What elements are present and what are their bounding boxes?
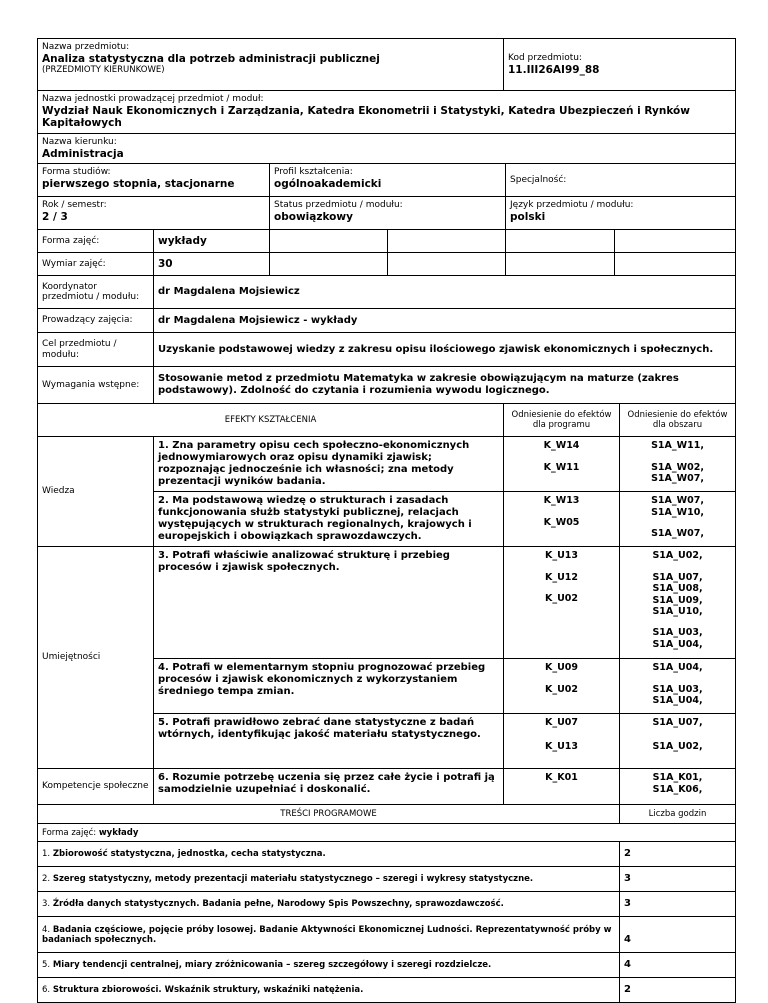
row-hours: 3 <box>620 892 736 917</box>
syllabus-page <box>37 38 735 1003</box>
code: S1A_U09, <box>652 594 703 606</box>
content-form-value: wykłady <box>98 827 139 838</box>
outcome-3: 3. Potrafi właściwie analizować strukturę i przebieg procesów i zjawisk społecznych. <box>154 547 504 659</box>
profile-value: ogólnoakademicki <box>274 178 382 191</box>
code: S1A_U08, <box>652 583 703 595</box>
outcome-2-area <box>620 492 736 547</box>
content-row <box>38 867 620 892</box>
code: K_U02 <box>544 593 579 605</box>
code: K_U13 <box>544 740 579 752</box>
outcome-4-program <box>504 659 620 714</box>
outcomes-col-program: Odniesienie do efektów dla programu <box>504 404 620 437</box>
outcome-6-program <box>504 769 620 805</box>
skills-label: Umiejętności <box>38 547 154 769</box>
content-header: TREŚCI PROGRAMOWE <box>38 805 620 824</box>
content-table <box>37 804 736 1003</box>
outcome-4-area <box>620 659 736 714</box>
code: S1A_U03, <box>652 683 703 695</box>
code: S1A_W02, <box>651 461 704 473</box>
study-form-cell <box>38 164 270 197</box>
empty-cell <box>506 230 615 253</box>
outcome-3-area <box>620 547 736 659</box>
row-number: 5. <box>42 960 51 971</box>
requirements-value: Stosowanie metod z przedmiotu Matematyka w zakresie obowiązującym na maturze (zakres podstawowy). Zdolność do czytania i rozumienia wywodu logicznego. <box>154 367 736 404</box>
outcomes-col-area: Odniesienie do efektów dla obszaru <box>620 404 736 437</box>
empty-cell <box>388 230 506 253</box>
unit-value: Wydział Nauk Ekonomicznych i Zarządzania, Katedra Ekonometrii i Statystyki, Katedra Ubezpieczeń i Rynków Kapitałowych <box>42 104 690 130</box>
year-label: Rok / semestr: <box>42 200 107 211</box>
row-text: Źródła danych statystycznych. Badania pełne, Narodowy Spis Powszechny, sprawozdawczość. <box>52 899 504 910</box>
specialty-label: Specjalność: <box>510 174 567 185</box>
code: S1A_U02, <box>652 550 703 562</box>
row-hours: 2 <box>620 978 736 1003</box>
course-details-table <box>37 275 736 404</box>
code: S1A_W10, <box>651 506 704 518</box>
code: K_K01 <box>545 772 578 784</box>
row-hours: 4 <box>620 917 736 953</box>
year-value: 2 / 3 <box>42 211 68 224</box>
course-name-cell <box>38 39 504 91</box>
status-label: Status przedmiotu / modułu: <box>274 200 403 211</box>
content-row <box>38 842 620 867</box>
code: K_U09 <box>544 662 579 674</box>
lecturer-value: dr Magdalena Mojsiewicz - wykłady <box>154 309 736 333</box>
row-number: 3. <box>42 899 51 910</box>
unit-label: Nazwa jednostki prowadzącej przedmiot / moduł: <box>42 94 264 104</box>
code: S1A_W07, <box>651 495 704 507</box>
field-label: Nazwa kierunku: <box>42 136 117 147</box>
code: S1A_W07, <box>651 528 704 540</box>
code: K_U12 <box>544 571 579 583</box>
empty-cell <box>615 253 736 276</box>
code: S1A_U04, <box>652 695 703 707</box>
row-number: 2. <box>42 874 51 885</box>
code: S1A_U10, <box>652 605 703 617</box>
code: S1A_K06, <box>652 783 703 795</box>
course-code: 11.III26AI99_88 <box>508 63 600 76</box>
code: S1A_U04, <box>652 662 703 674</box>
class-form-value: wykłady <box>154 230 270 253</box>
profile-label: Profil kształcenia: <box>274 167 353 178</box>
language-value: polski <box>510 211 546 224</box>
info-table <box>37 163 736 276</box>
outcome-6: 6. Rozumie potrzebę uczenia się przez całe życie i potrafi ją samodzielnie uzupełniać i doskonalić. <box>154 769 504 805</box>
header-table <box>37 38 736 164</box>
empty-cell <box>506 253 615 276</box>
outcome-3-program <box>504 547 620 659</box>
code: S1A_U02, <box>652 740 703 752</box>
study-form-value: pierwszego stopnia, stacjonarne <box>42 178 235 191</box>
outcome-5: 5. Potrafi prawidłowo zebrać dane statystyczne z badań wtórnych, identyfikując jakość materiału statystycznego. <box>154 714 504 769</box>
code: S1A_U07, <box>652 717 703 729</box>
profile-cell <box>270 164 506 197</box>
outcome-5-program <box>504 714 620 769</box>
goal-value: Uzyskanie podstawowej wiedzy z zakresu opisu ilościowego zjawisk ekonomicznych i społecznych. <box>154 333 736 367</box>
content-row <box>38 892 620 917</box>
code: S1A_U04, <box>652 638 703 650</box>
goal-label: Cel przedmiotu / modułu: <box>38 333 154 367</box>
class-form-label: Forma zajęć: <box>38 230 154 253</box>
row-text: Szereg statystyczny, metody prezentacji materiału statystycznego – szeregi i wykresy statystyczne. <box>52 874 534 885</box>
outcome-6-area <box>620 769 736 805</box>
status-cell <box>270 197 506 230</box>
content-row <box>38 953 620 978</box>
code: S1A_U07, <box>652 571 703 583</box>
empty-cell <box>615 230 736 253</box>
course-name: Analiza statystyczna dla potrzeb administracji publicznej <box>42 52 380 65</box>
study-form-label: Forma studiów: <box>42 167 111 178</box>
code: K_U07 <box>544 717 579 729</box>
outcomes-table <box>37 403 736 805</box>
code: S1A_K01, <box>652 772 703 784</box>
coordinator-value: dr Magdalena Mojsiewicz <box>154 276 736 309</box>
code: S1A_U03, <box>652 627 703 639</box>
content-form-label: Forma zajęć: <box>42 827 97 838</box>
status-value: obowiązkowy <box>274 211 353 224</box>
content-row <box>38 917 620 953</box>
code: S1A_W07, <box>651 473 704 485</box>
row-hours: 2 <box>620 842 736 867</box>
outcome-2-program <box>504 492 620 547</box>
code: K_W13 <box>543 495 580 507</box>
hours-label: Wymiar zajęć: <box>38 253 154 276</box>
row-number: 4. <box>42 924 51 935</box>
lecturer-label: Prowadzący zajęcia: <box>38 309 154 333</box>
row-number: 1. <box>42 849 51 860</box>
hours-value: 30 <box>154 253 270 276</box>
course-code-cell <box>504 39 736 91</box>
row-text: Zbiorowość statystyczna, jednostka, cecha statystyczna. <box>52 849 326 860</box>
outcome-1-program <box>504 437 620 492</box>
language-cell <box>506 197 736 230</box>
language-label: Język przedmiotu / modułu: <box>510 200 634 211</box>
code: K_U13 <box>544 550 579 562</box>
row-text: Miary tendencji centralnej, miary zróżnicowania – szereg szczegółowy i szeregi rozdzielcze. <box>52 960 492 971</box>
year-cell <box>38 197 270 230</box>
empty-cell <box>270 253 388 276</box>
outcomes-header: EFEKTY KSZTAŁCENIA <box>38 404 504 437</box>
empty-cell <box>388 253 506 276</box>
field-value: Administracja <box>42 147 124 160</box>
course-code-label: Kod przedmiotu: <box>508 52 582 63</box>
field-cell <box>38 133 736 163</box>
unit-cell <box>38 91 736 134</box>
specialty-cell <box>506 164 736 197</box>
competences-label: Kompetencje społeczne <box>38 769 154 805</box>
knowledge-label: Wiedza <box>38 437 154 547</box>
row-number: 6. <box>42 985 51 996</box>
row-text: Struktura zbiorowości. Wskaźnik struktury, wskaźniki natężenia. <box>52 985 364 996</box>
row-hours: 4 <box>620 953 736 978</box>
code: K_U02 <box>544 683 579 695</box>
outcome-4: 4. Potrafi w elementarnym stopniu prognozować przebieg procesów i zjawisk ekonomicznych z wykorzystaniem średniego tempa zmian. <box>154 659 504 714</box>
row-text: Badania częściowe, pojęcie próby losowej. Badanie Aktywności Ekonomicznej Ludności. Reprezentatywność próby w badaniach społecznych. <box>42 924 612 945</box>
outcome-2: 2. Ma podstawową wiedzę o strukturach i zasadach funkcjonowania służb statystyki publicznej, relacjach występujących w strukturach regionalnych, krajowych i europejskich i obowiązkach sprawozdawczych. <box>154 492 504 547</box>
code: S1A_W11, <box>651 440 704 452</box>
row-hours: 3 <box>620 867 736 892</box>
code: K_W14 <box>543 440 580 452</box>
outcome-1: 1. Zna parametry opisu cech społeczno-ekonomicznych jednowymiarowych oraz opisu dynamiki zjawisk; rozpoznając jednocześnie ich własności; zna metody prezentacji wyników badania. <box>154 437 504 492</box>
outcome-1-area <box>620 437 736 492</box>
course-name-label: Nazwa przedmiotu: <box>42 42 130 52</box>
empty-cell <box>270 230 388 253</box>
outcome-5-area <box>620 714 736 769</box>
content-form-cell <box>38 824 736 842</box>
code: K_W05 <box>543 516 580 528</box>
content-hours-header: Liczba godzin <box>620 805 736 824</box>
coordinator-label: Koordynator przedmiotu / modułu: <box>38 276 154 309</box>
course-group: (PRZEDMIOTY KIERUNKOWE) <box>42 65 165 76</box>
code: K_W11 <box>543 461 580 473</box>
requirements-label: Wymagania wstępne: <box>38 367 154 404</box>
content-row <box>38 978 620 1003</box>
